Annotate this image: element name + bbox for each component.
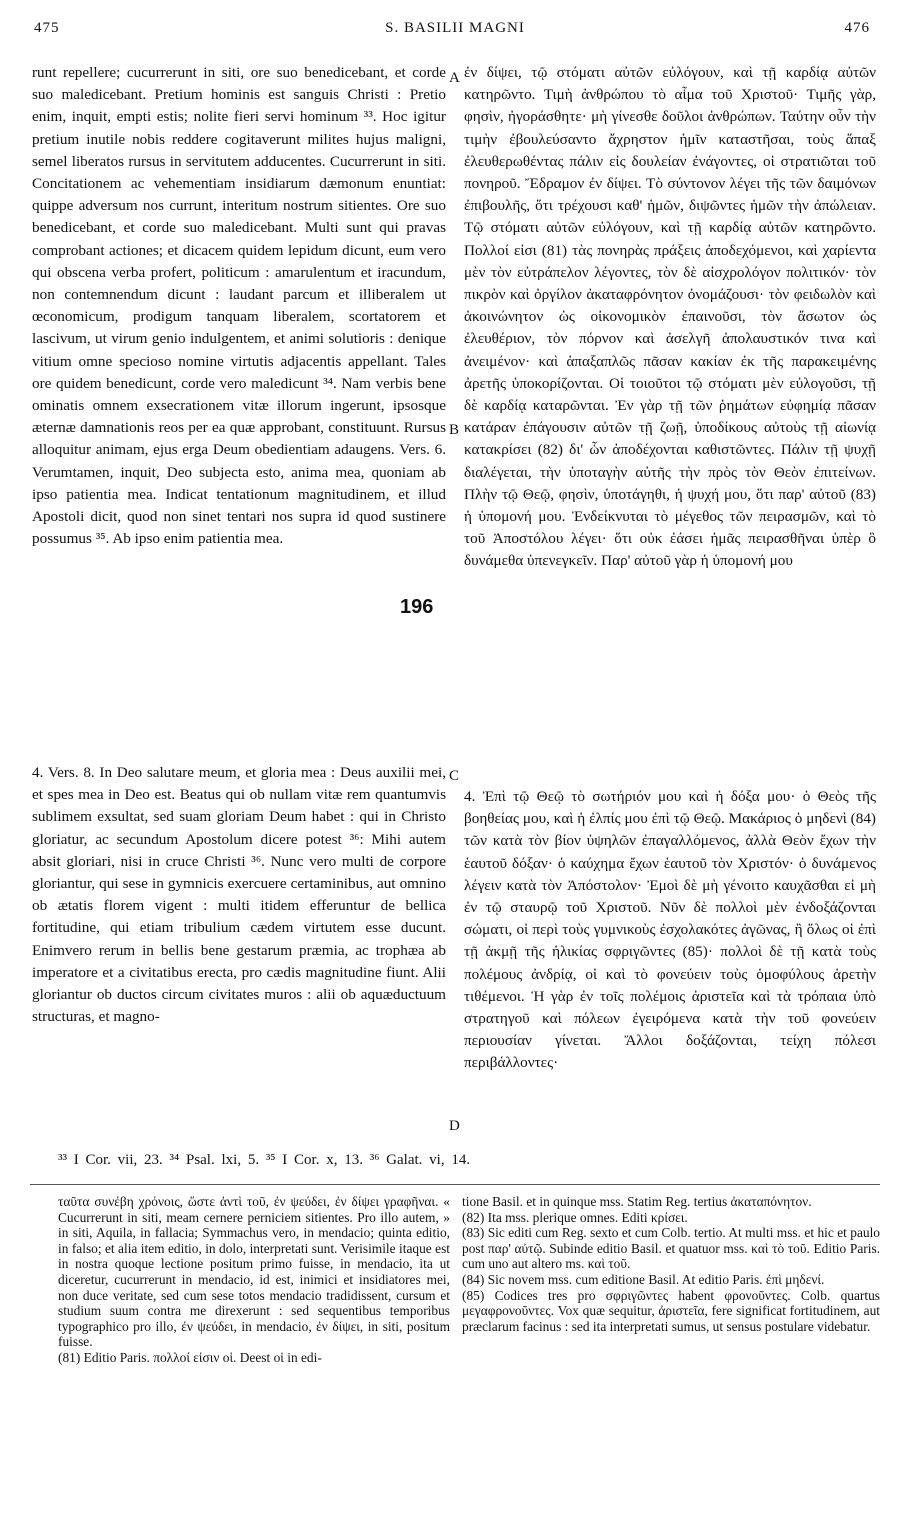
note-paragraph: (82) Ita mss. plerique omnes. Editi κρίσει. [462, 1209, 688, 1225]
notes-right-column [462, 1194, 880, 1334]
latin-column-section-1 [32, 62, 446, 550]
running-title: S. BASILII MAGNI [385, 20, 525, 36]
note-paragraph: (85) Codices tres pro σφριγῶντες habent φρονοῦντες. Colb. quartus μεγαφρονοῦντες. Vox quæ sequitur, ἀριστεῖα, fere significat fortitudinem, aut præclarum facinus : sed ita interpretati sumus, ut sensus postulare videbatur. [462, 1287, 880, 1334]
note-paragraph: tione Basil. et in quinque mss. Statim Reg. tertius ἀκαταπόνητον. [462, 1194, 812, 1209]
greek-text-2: 4. Ἐπὶ τῷ Θεῷ τὸ σωτήριόν μου καὶ ἡ δόξα μου· ὁ Θεὸς τῆς βοηθείας μου, καὶ ἡ ἐλπίς μου ἐπὶ τῷ Θεῷ. Μακάριος ὁ μηδενὶ (84) τῶν κατὰ τὸν βίον ὑψηλῶν ἐπαγαλλόμενος, ἀλλὰ Θεὸν ἔχων τὴν ἑαυτοῦ δόξαν· ὁ καύχημα ἔχων ἑαυτοῦ τὸν Χριστόν· ὁ δυνάμενος λέγειν κατὰ τὸν Ἀπόστολον· Ἐμοὶ δὲ μὴ γένοιτο καυχᾶσθαι εἰ μὴ ἐν τῷ σταυρῷ τοῦ Χριστοῦ. Νῦν δὲ πολλοὶ μὲν ἐνδοξάζονται σώματι, οἱ περὶ τοὺς γυμνικοὺς ἐσχολακότες ἀγῶνας, ἢ ὅλως οἱ ἐπὶ τῇ ἀκμῇ τῆς ἡλικίας σφριγῶντες (85)· πολλοὶ δὲ τῇ κατὰ τοὺς πολέμους ἀνδρίᾳ, οἱ καὶ τὸ φονεύειν τοὺς ὁμοφύλους ἀρετὴν τιθέμενοι. Ἡ γὰρ ἐν τοῖς πολέμοις ἀριστεῖα καὶ τὰ τρόπαια ὑπὸ στρατηγοῦ καὶ πόλεων ἐγειρόμενα κατὰ τὴν τοῦ φονεύειν περιουσίαν γίνεται. Ἄλλοι δοξάζονται, τείχη πόλεσι περιβάλλοντες· [464, 788, 876, 1072]
note-paragraph: (83) Sic editi cum Reg. sexto et cum Colb. tertio. At multi mss. et hic et paulo post παρ' αὐτῷ. Subinde editio Basil. et quatuor mss. καὶ τὸ τοῦ. Editio Paris. cum uno aut altero ms. καὶ τοῦ. [462, 1225, 880, 1272]
greek-text-1: ἐν δίψει, τῷ στόματι αὐτῶν εὐλόγουν, καὶ τῇ καρδίᾳ αὐτῶν κατηρῶντο. Τιμὴ ἀνθρώπου τὸ αἷμα τοῦ Χριστοῦ· Τιμῆς γὰρ, φησὶν, ἠγοράσθητε· μὴ γίνεσθε δοῦλοι ἀνθρώπων. Ταύτην οὖν τὴν τιμὴν ἐβουλεύσαντο ἄχρηστον ἡμῖν καταστῆσαι, τοὺς ἅπαξ ἐλευθερωθέντας πάλιν εἰς δουλείαν ἐνάγοντες, οἱ στρατιῶται τοῦ πονηροῦ. Ἔδραμον ἐν δίψει. Τὸ σύντονον λέγει τῆς τῶν δαιμόνων ἐπιβουλῆς, ὅτι τρέχουσι καθ' ἡμῶν, διψῶντες ἡμῶν τὴν ἀπώλειαν. Τῷ στόματι αὐτῶν εὐλόγουν, καὶ τῇ καρδίᾳ αὐτῶν κατηρῶντο. Πολλοί εἰσι (81) τὰς πονηρὰς πράξεις ἀποδεχόμενοι, καὶ χαρίεντα μὲν τὸν εὐτράπελον λέγοντες, τὸν δὲ αἰσχρολόγον πολιτικόν· τὸν πικρὸν καὶ ὀργίλον ἀκαταφρόνητον ὀνομάζουσι· τὸν φειδωλὸν καὶ ἀκοινώνητον ὡς οἰκονομικὸν ἐπαινοῦσι, τὸν ἄσωτον ὡς ἐλευθέριον, τὸν πόρνον καὶ ἀσελγῆ ἀπολαυστικόν τινα καὶ ἀνειμένον· καὶ ἁπαξαπλῶς πᾶσαν κακίαν ἐκ τῆς παρακειμένης ἀρετῆς ὑποκορίζονται. Οἱ τοιοῦτοι τῷ στόματι μὲν εὐλογοῦσι, τῇ δὲ καρδίᾳ καταρῶνται. Ἐν γὰρ τῇ τῶν ῥημάτων εὐφημίᾳ πᾶσαν κατάραν ἐπάγουσιν αὐτῶν τῇ ζωῇ, ὑποδίκους αὐτοὺς τῇ αἰωνίᾳ κατακρίσει (82) δι' ὧν ἀποδέχονται καθιστῶντες. Πάλιν τῇ ψυχῇ διαλέγεται, τὴν ὑποταγὴν αὐτῆς τὴν πρὸς τὸν Θεὸν ἐπιτείνων. Πλὴν τῷ Θεῷ, φησὶν, ὑποτάγηθι, ἡ ψυχή μου, ὅτι παρ' αὐτοῦ (83) ἡ ὑπομονή μου. Ἐνδείκνυται τὸ μέγεθος τῶν πειρασμῶν, καὶ τὸ τοῦ Ἀποστόλου λέγει· ὅτι οὐκ ἐάσει ἡμᾶς πειρασθῆναι ὑπὲρ ὃ δυνάμεθα ὑπενεγκεῖν. Παρ' αὐτοῦ γὰρ ἡ ὑπομονή μου [464, 64, 876, 570]
note-paragraph: (81) Editio Paris. πολλοί εἰσιν οἱ. Deest οἱ in edi- [58, 1349, 322, 1365]
note-paragraph: (84) Sic novem mss. cum editione Basil. At editio Paris. ἐπὶ μηδενί. [462, 1271, 825, 1287]
margin-marker-b: B [449, 422, 460, 438]
margin-marker-a: A [449, 70, 460, 86]
greek-column-section-1 [464, 62, 876, 573]
margin-marker-c: C [449, 768, 460, 784]
latin-column-section-2 [32, 762, 446, 1028]
scripture-references: ³³ I Cor. vii, 23. ³⁴ Psal. lxi, 5. ³⁵ I Cor. x, 13. ³⁶ Galat. vi, 14. [58, 1152, 471, 1168]
greek-column-section-2 [464, 786, 876, 1075]
left-page-number: 475 [34, 20, 60, 36]
latin-text-2: 4. Vers. 8. In Deo salutare meum, et gloria mea : Deus auxilii mei, et spes mea in Deo est. Beatus qui ob nullam vitæ rem quantumvis sublimem exsultat, sed suam gloriam Deum habet : qui in Christo gloriatur, ac secundum Apostolum dicere potest ³⁶: Mihi autem absit gloriari, nisi in cruce Christi ³⁶. Nunc vero multi de corpore gloriantur, qui sese in gymnicis exercuere certaminibus, aut omnino ob ætatis florem vigent : multi itidem efferuntur de bellica fortitudine, qui etiam tribulium cædem virtutem esse ducunt. Enimvero rerum in bellis bene gestarum præmia, ac trophæa ab imperatore et a civitatibus erecta, pro cædis magnitudine fiunt. Alii gloriantur ob ductos circum civitates muros : alii ob aquæductuum structuras, et magno- [32, 764, 446, 1026]
latin-text-1: runt repellere; cucurrerunt in siti, ore suo benedicebant, et corde suo maledicebant. Pretium hominis est sanguis Christi : Pretio enim, inquit, empti estis; nolite fieri servi hominum ³³. Hoc igitur pretium inutile nobis reddere cogitaverunt milites hujus maligni, semel liberatos rursus in servitutem adducentes. Cucurrerunt in siti. Concitationem ac vehementiam insidiarum dæmonum enuntiat: quippe adversum nos currunt, interitum nostrum sitientes. Ore suo benedicebant, et corde suo maledicebant. Multi sunt qui pravas comprobant actiones; et dicacem quidem lepidum dicunt, eum vero qui obscena verba profert, politicum : amarulentum et iracundum, non contemnendum dicunt : laudant parcum et illiberalem ut œconomicum, prodigum tanquam liberalem, scortatorem et lascivum, ut virum genio indulgentem, et animi solutioris : denique vitium omne specioso nomine virtutis adjacentis appellant. Tales ore quidem benedicunt, corde vero maledicunt ³⁴. Nam verbis bene ominatis omnem exsecrationem vitæ illorum ingerunt, ipsosque æternæ damnationis reos per ea quæ approbant, constituunt. Rursus alloquitur animam, ejus erga Deum obedientiam adaugens. Vers. 6. Verumtamen, inquit, Deo subjecta esto, anima mea, quoniam ab ipso patientia mea. Indicat tentationum magnitudinem, et illud Apostoli dicit, quod non sinet tentari nos supra id quod sustinere possumus ³⁵. Ab ipso enim patientia mea. [32, 64, 446, 548]
notes-left-column [58, 1194, 450, 1366]
note-paragraph: ταῦτα συνέβη χρόνοις, ὥστε ἀντὶ τοῦ, ἐν ψεύδει, ἐν δίψει γραφῆναι. « Cucurrerunt in siti, meam cernere perniciem sitientes. Pro illo autem, » in siti, Aquila, in fallacia; Symmachus vero, in mendacio; quinta editio, in falso; et alia item editio, in dolo, interpretati sunt. Verisimile itaque est in nostra quoque lectione positum primo fuisse, in mendacio, ita ut diceretur, cucurrerunt in mendacio, id est, inimici et insidiatores mei, non duce veritate, sed cum sese totos mendacio tradidissent, cursum et studium suum contra me direxerunt : sed sequentibus temporibus typographico pro illo, ἐν ψεύδει, in mendacio, ἐν δίψει, in siti, positum fuisse. [58, 1194, 450, 1350]
column-number: 196 [400, 596, 434, 618]
margin-marker-d: D [449, 1118, 460, 1134]
right-page-number: 476 [844, 20, 870, 36]
footnote-divider [30, 1184, 880, 1185]
